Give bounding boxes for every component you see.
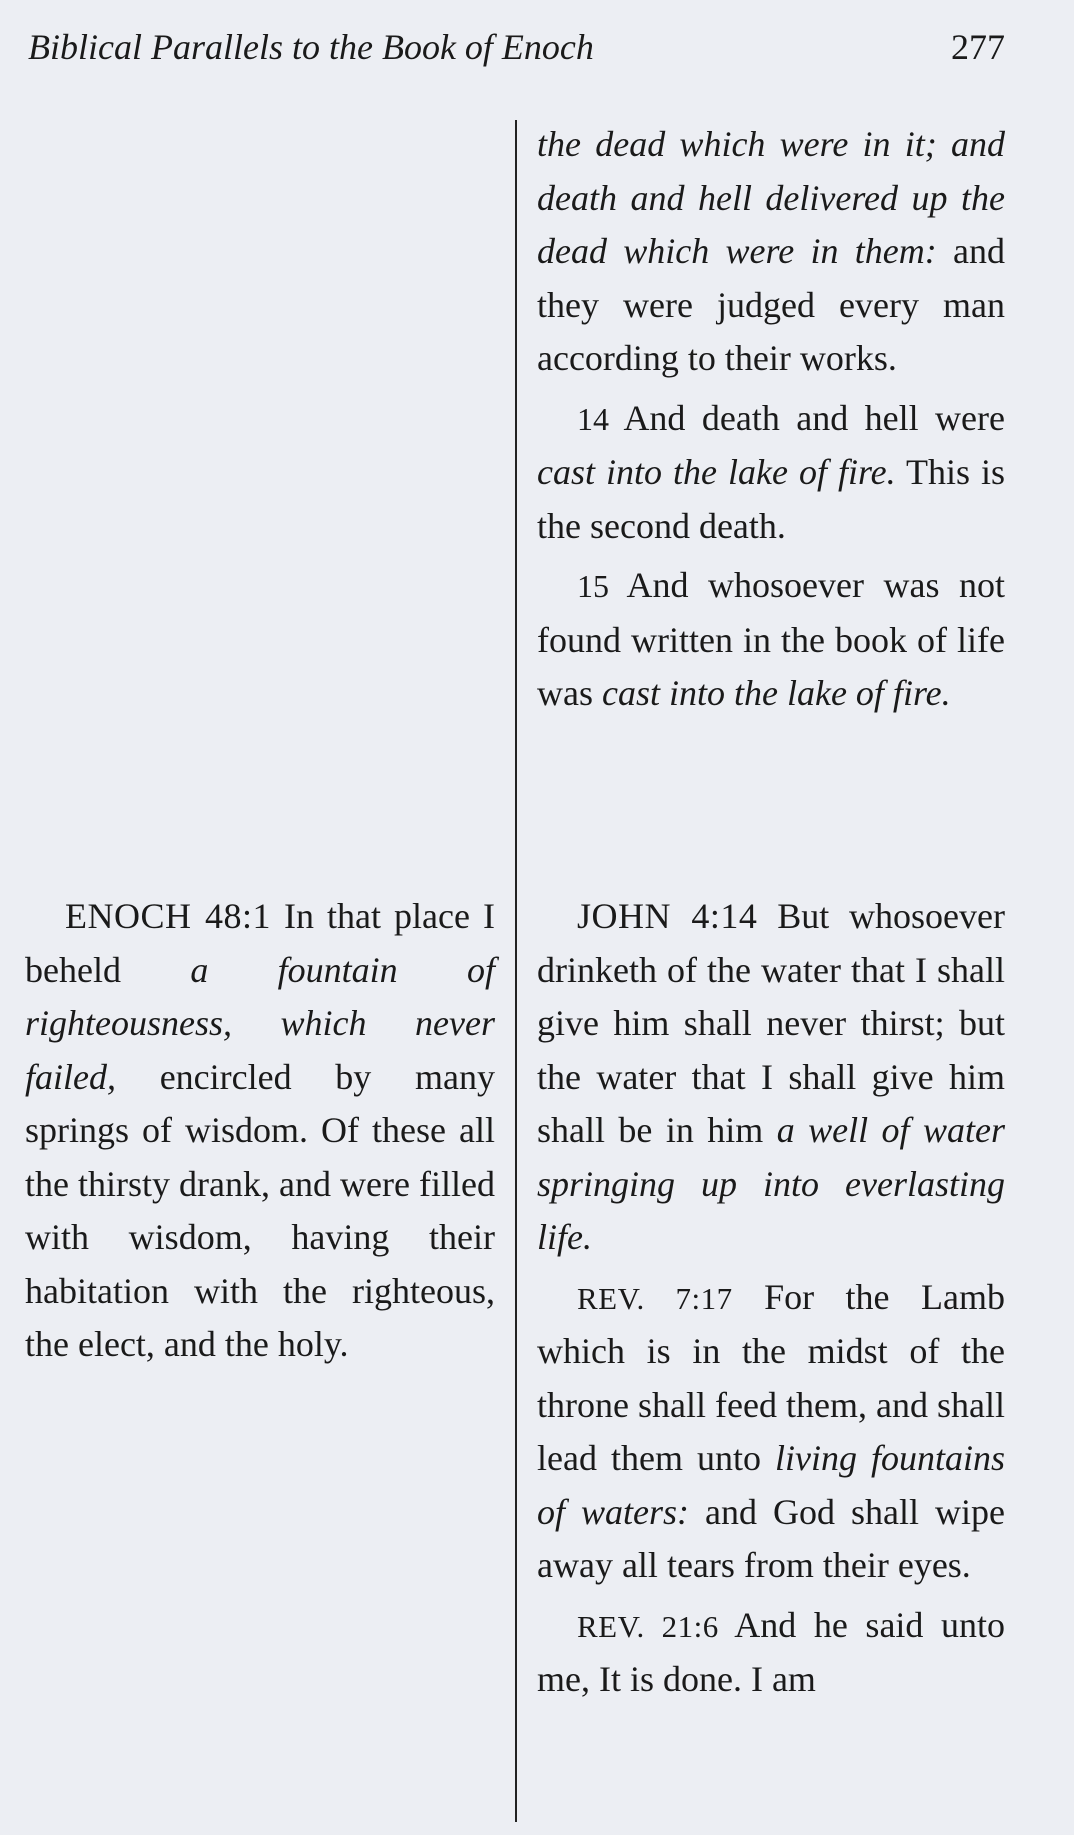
italic-text: a well of water springing up into everlasting life. xyxy=(537,1110,1005,1257)
left-column-bottom xyxy=(25,890,495,1378)
body-text: and God shall wipe away all tears from their eyes. xyxy=(537,1491,1005,1585)
scripture-reference: REV. 7:17 xyxy=(577,1280,733,1316)
body-text: encircled by many springs of wisdom. Of these all the thirsty drank, and were filled with wisdom, having their habitation with the righteous, the elect, and the holy. xyxy=(25,1056,495,1364)
page-number: 277 xyxy=(951,27,1005,67)
body-text: and they were judged every man according to their works. xyxy=(537,231,1005,378)
running-title: Biblical Parallels to the Book of Enoch xyxy=(28,27,594,67)
right-column-bottom xyxy=(537,890,1005,1713)
body-text: And whosoever was not found written in the book of life was xyxy=(537,565,1005,713)
rev-21-6-passage xyxy=(537,1599,1005,1707)
verse-15 xyxy=(537,559,1005,721)
body-text: And death and hell were xyxy=(609,397,1005,438)
rev-7-17-passage xyxy=(537,1271,1005,1593)
revelation-continuation xyxy=(537,118,1005,386)
column-divider xyxy=(515,120,517,1822)
verse-number: 14 xyxy=(577,400,609,437)
enoch-passage xyxy=(25,890,495,1372)
scripture-reference: JOHN 4:14 xyxy=(577,896,758,936)
page-header xyxy=(28,22,1005,72)
verse-14 xyxy=(537,392,1005,554)
scripture-reference: ENOCH 48:1 xyxy=(65,896,272,936)
italic-text: cast into the lake of fire. xyxy=(602,673,951,713)
right-column-top xyxy=(537,118,1005,727)
italic-text: the dead which were in it; and death and hell delivered up the dead which were in them: xyxy=(537,124,1005,271)
scripture-reference: REV. 21:6 xyxy=(577,1608,719,1644)
body-text: In that place I beheld xyxy=(25,896,496,990)
body-text: But whosoever drinketh of the water that I shall give him shall never thirst; but the water that I shall give him shall be in him xyxy=(537,896,1006,1150)
john-passage xyxy=(537,890,1005,1265)
italic-text: a fountain of righteousness, which never failed, xyxy=(25,949,495,1097)
verse-number: 15 xyxy=(577,568,609,604)
body-text: This is the second death. xyxy=(537,452,1005,546)
italic-text: cast into the lake of fire. xyxy=(537,452,896,492)
body-text: For the Lamb which is in the midst of the throne shall feed them, and shall lead them unto xyxy=(537,1276,1005,1478)
italic-text: living fountains of waters: xyxy=(537,1438,1005,1532)
body-text: And he said unto me, It is done. I am xyxy=(537,1604,1005,1699)
